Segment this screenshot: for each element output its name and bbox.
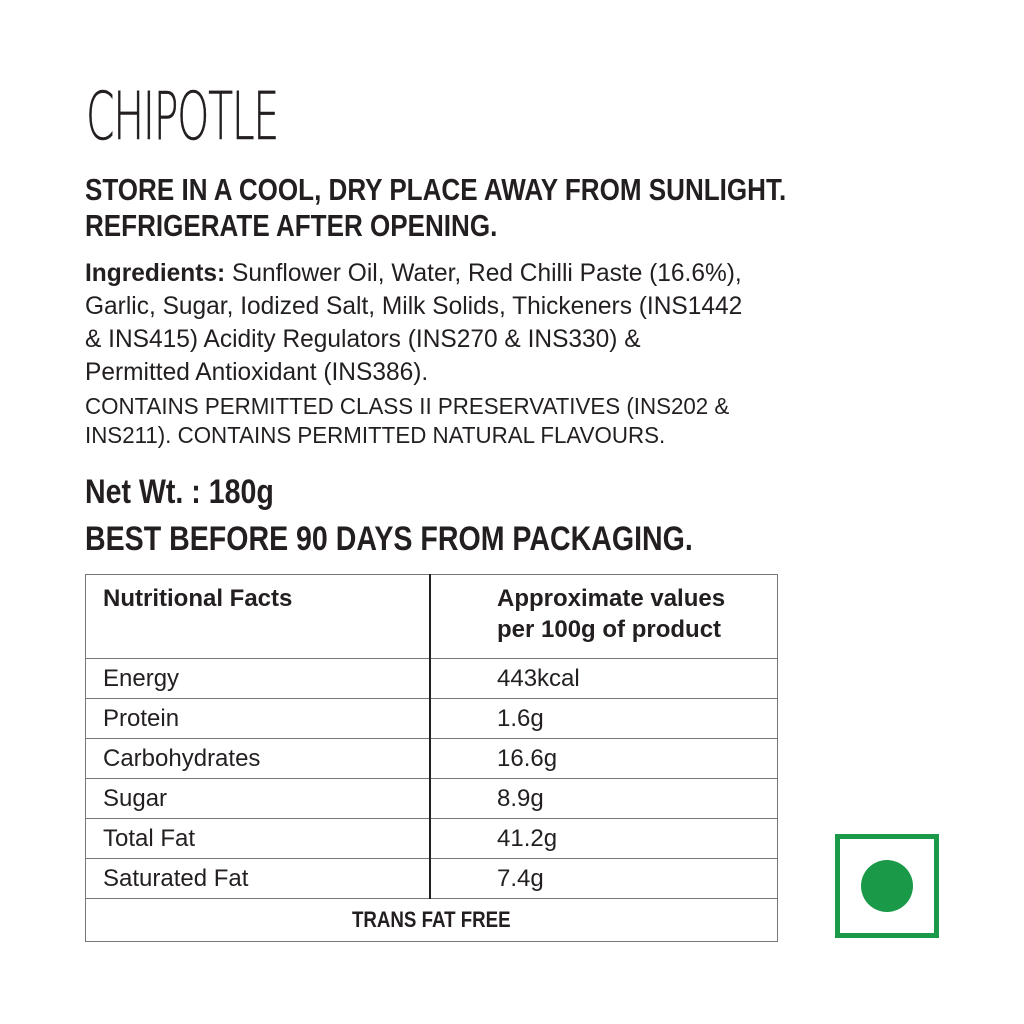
vegetarian-mark-icon <box>835 834 939 938</box>
ingredients-line: Garlic, Sugar, Iodized Salt, Milk Solids, Thickeners (INS1442 <box>85 292 743 320</box>
refrigerate-instruction: REFRIGERATE AFTER OPENING. <box>85 208 498 243</box>
nutrient-value: 41.2g <box>430 819 778 859</box>
table-footer-row <box>86 899 778 942</box>
contains-line: INS211). CONTAINS PERMITTED NATURAL FLAVOURS. <box>85 422 666 448</box>
nutrient-name: Sugar <box>86 779 431 819</box>
table-row <box>86 699 778 739</box>
nutrient-name: Saturated Fat <box>86 859 431 899</box>
nutrient-value: 16.6g <box>430 739 778 779</box>
nutrition-table <box>85 574 778 942</box>
contains-line: CONTAINS PERMITTED CLASS II PRESERVATIVES (INS202 & <box>85 393 730 419</box>
table-header-row <box>86 575 778 659</box>
header-nutritional-facts: Nutritional Facts <box>86 575 431 659</box>
table-row <box>86 779 778 819</box>
nutrient-value: 7.4g <box>430 859 778 899</box>
nutrient-name: Energy <box>86 659 431 699</box>
ingredients-text: Sunflower Oil, Water, Red Chilli Paste (16.6%), <box>225 259 742 287</box>
table-row <box>86 659 778 699</box>
vegetarian-dot <box>861 860 913 912</box>
trans-fat-free <box>86 899 778 942</box>
nutrient-name: Protein <box>86 699 431 739</box>
nutrient-value: 8.9g <box>430 779 778 819</box>
nutrient-name: Carbohydrates <box>86 739 431 779</box>
header-approximate-values <box>430 575 778 659</box>
ingredients-label: Ingredients: <box>85 259 226 287</box>
header-line: per 100g of product <box>497 616 722 643</box>
ingredients-line <box>85 259 742 288</box>
table-row <box>86 859 778 899</box>
product-title: CHIPOTLE <box>86 78 279 155</box>
nutrient-value: 1.6g <box>430 699 778 739</box>
ingredients-line: Permitted Antioxidant (INS386). <box>85 358 429 386</box>
table-row <box>86 739 778 779</box>
nutrient-name: Total Fat <box>86 819 431 859</box>
ingredients-line: & INS415) Acidity Regulators (INS270 & INS330) & <box>85 325 641 353</box>
nutrient-value: 443kcal <box>430 659 778 699</box>
best-before: BEST BEFORE 90 DAYS FROM PACKAGING. <box>85 520 693 558</box>
net-weight: Net Wt. : 180g <box>85 473 274 511</box>
storage-instruction: STORE IN A COOL, DRY PLACE AWAY FROM SUNLIGHT. <box>85 172 787 207</box>
header-line: Approximate values <box>497 585 726 612</box>
trans-fat-free-label: TRANS FAT FREE <box>352 907 511 932</box>
table-row <box>86 819 778 859</box>
